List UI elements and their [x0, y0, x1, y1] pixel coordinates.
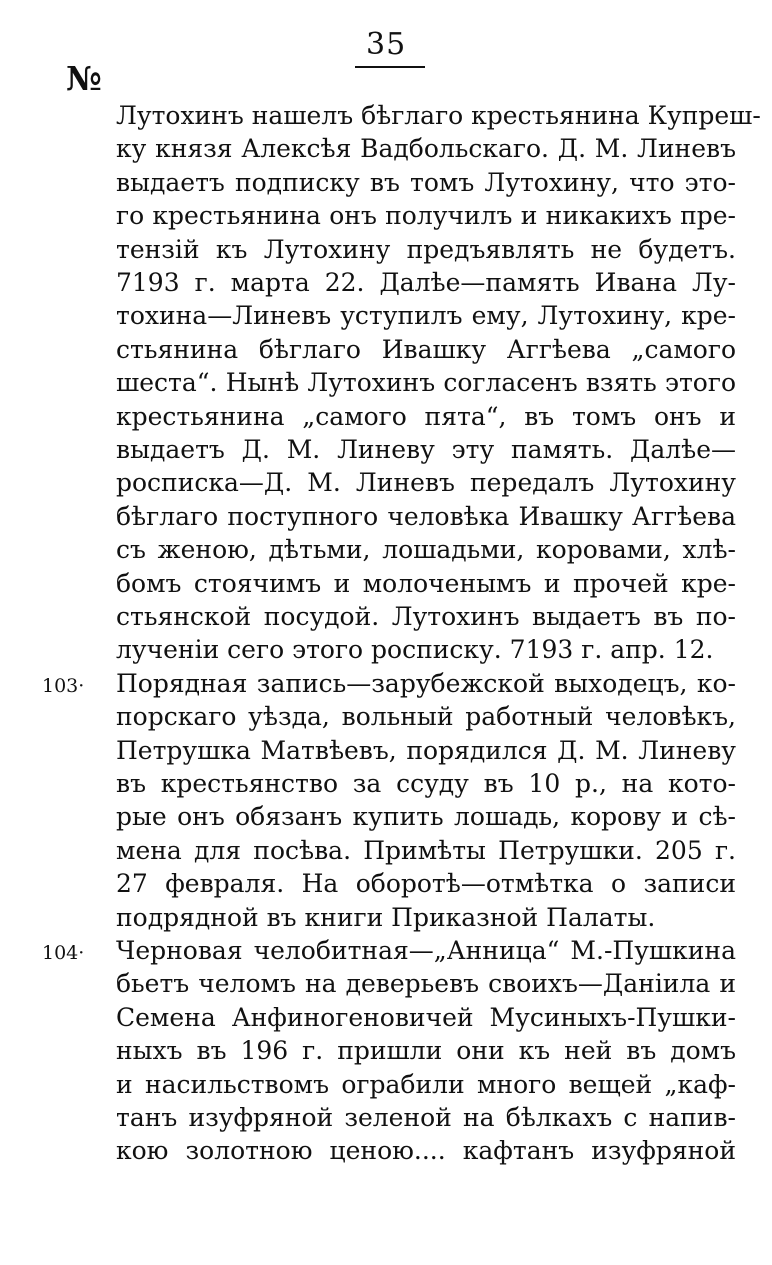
text-line: стьянской посудой. Лутохинъ выдаетъ въ по-	[116, 602, 736, 631]
text-line: кою золотною ценою.... кафтанъ изуфряной	[116, 1136, 736, 1166]
text-line: стьянина бѣглаго Ивашку Аггѣева „самого	[116, 334, 736, 364]
text-line: выдаетъ подписку въ томъ Лутохину, что это-	[116, 167, 736, 197]
page-number: 35	[366, 27, 407, 62]
text-line: го крестьянина онъ получилъ и никакихъ пре-	[116, 201, 736, 231]
text-line: бѣглаго поступного человѣка Ивашку Аггѣева	[116, 501, 736, 531]
text-line: бьетъ челомъ на деверьевъ своихъ—Даніила и	[116, 969, 736, 999]
text-line: Лутохинъ нашелъ бѣглаго крестьянина Купреш-	[116, 101, 761, 130]
text-line: Семена Анфиногеновичей Мусиныхъ-Пушки-	[116, 1002, 736, 1032]
text-line: Петрушка Матвѣевъ, порядился Д. М. Линеву	[116, 735, 736, 765]
text-line: подрядной въ книги Приказной Палаты.	[116, 902, 656, 932]
entry-number: 103·	[42, 674, 85, 697]
text-line: рые онъ обязанъ купить лошадь, корову и сѣ-	[116, 802, 736, 832]
text-line: лученіи сего этого росписку. 7193 г. апр. 12.	[116, 635, 714, 665]
text-line: тохина—Линевъ уступилъ ему, Лутохину, кре-	[116, 301, 736, 331]
text-line: танъ изуфряной зеленой на бѣлкахъ с напив-	[116, 1103, 736, 1132]
text-line: 27 февраля. На оборотѣ—отмѣтка о записи	[116, 869, 736, 899]
text-line: тензій къ Лутохину предъявлять не будетъ.	[116, 234, 736, 264]
text-line: 7193 г. марта 22. Далѣе—память Ивана Лу-	[116, 268, 736, 297]
text-line: бомъ стоячимъ и молоченымъ и прочей кре-	[116, 568, 736, 598]
entry-number: 104·	[42, 942, 85, 964]
text-line: выдаетъ Д. М. Линеву эту память. Далѣе—	[116, 435, 736, 464]
text-line: съ женою, дѣтьми, лошадьми, коровами, хлѣ-	[116, 535, 736, 565]
text-line: Черновая челобитная—„Анница“ М.-Пушкина	[116, 936, 736, 965]
text-line: мена для посѣва. Примѣты Петрушки. 205 г.	[116, 835, 736, 865]
text-line: порскаго уѣзда, вольный работный человѣкъ,	[116, 702, 736, 732]
text-line: росписка—Д. М. Линевъ передалъ Лутохину	[116, 468, 736, 498]
text-line: Порядная запись—зарубежской выходецъ, ко-	[116, 668, 736, 698]
text-line: въ крестьянство за ссуду въ 10 р., на кото-	[116, 769, 736, 798]
text-line: ку князя Алексѣя Вадбольскаго. Д. М. Линевъ	[116, 134, 736, 164]
text-line: шеста“. Нынѣ Лутохинъ согласенъ взять этого	[116, 368, 736, 398]
text-line: крестьянина „самого пята“, въ томъ онъ и	[116, 401, 736, 431]
text-line: и насильствомъ ограбили много вещей „каф-	[116, 1069, 736, 1099]
numero-sign: №	[66, 59, 102, 98]
text-line: ныхъ въ 196 г. пришли они къ ней въ домъ	[116, 1036, 736, 1066]
